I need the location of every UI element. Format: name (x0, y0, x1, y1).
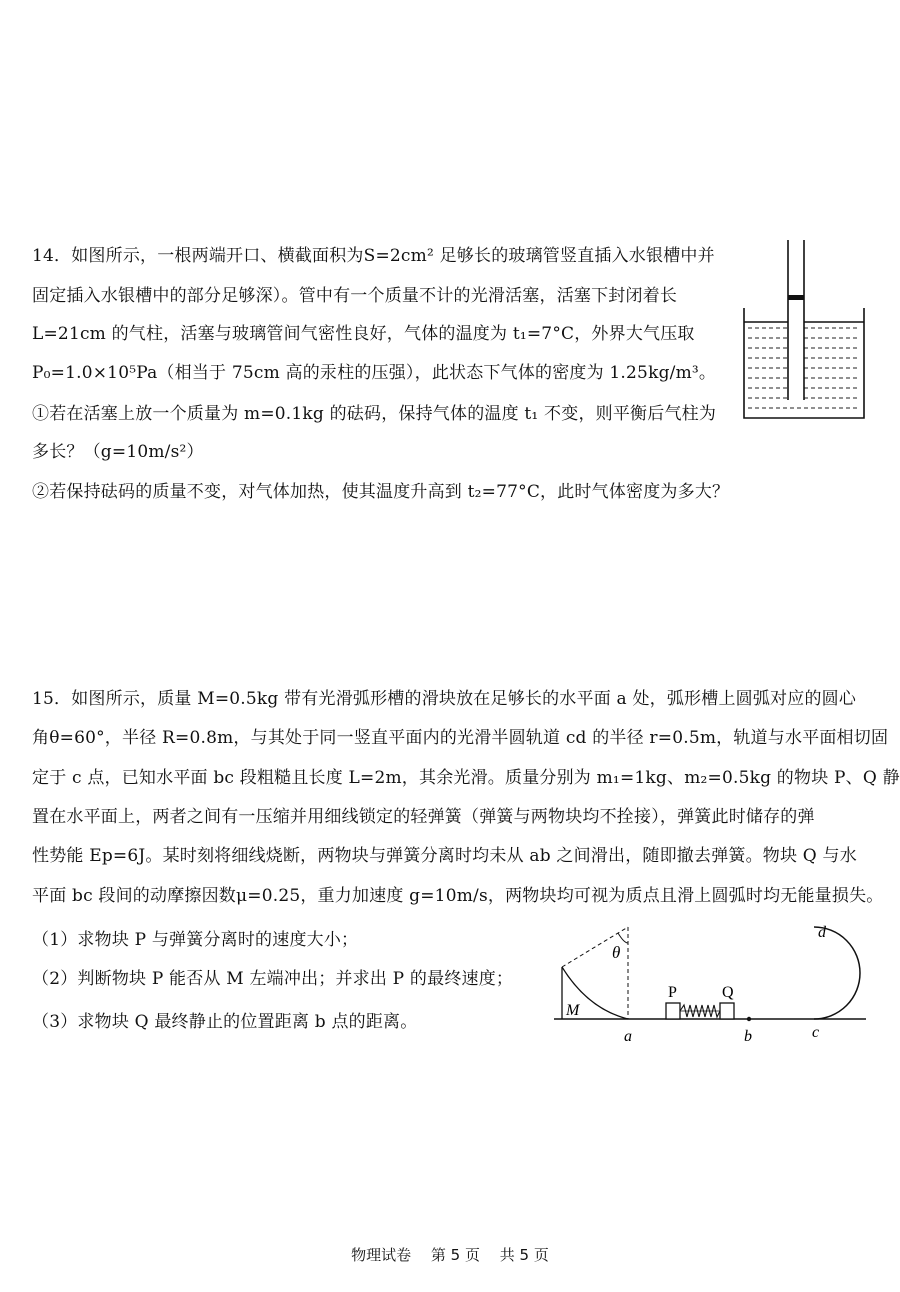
q14-line-3: L=21cm 的气柱，活塞与玻璃管间气密性良好，气体的温度为 t₁=7°C，外界大气压取 (32, 324, 695, 344)
block-Q (720, 1003, 734, 1019)
q14-line-7: ②若保持砝码的质量不变，对气体加热，使其温度升高到 t₂=77°C，此时气体密度为多大？ (32, 482, 730, 502)
label-d: d (818, 924, 826, 941)
piston (788, 295, 804, 300)
q15-subquestion-1: （1）求物块 P 与弹簧分离时的速度大小； (32, 930, 359, 950)
q15-line-2: 角θ=60°，半径 R=0.8m，与其处于同一竖直平面内的光滑半圆轨道 cd 的半径 r=0.5m，轨道与水平面相切固 (32, 728, 889, 748)
block-P (666, 1003, 680, 1019)
point-b (747, 1017, 751, 1021)
label-M: M (566, 1002, 580, 1019)
q15-line-1: 15．如图所示，质量 M=0.5kg 带有光滑弧形槽的滑块放在足够长的水平面 a 处，弧形槽上圆弧对应的圆心 (32, 689, 857, 709)
q14-tube-trough-figure (740, 238, 868, 420)
q15-line-4: 置在水平面上，两者之间有一压缩并用细线锁定的轻弹簧（弹簧与两物块均不拴接），弹簧此时储存的弹 (32, 807, 815, 827)
label-theta: θ (612, 943, 621, 962)
q14-line-6: 多长？（g=10m/s²） (32, 442, 204, 462)
label-Q: Q (722, 984, 734, 1001)
label-P: P (668, 984, 677, 1001)
label-b: b (744, 1028, 752, 1045)
q15-line-5: 性势能 Ep=6J。某时刻将细线烧断，两物块与弹簧分离时均未从 ab 之间滑出，随即撤去弹簧。物块 Q 与水 (32, 846, 857, 866)
tube-inner (788, 240, 804, 400)
q15-subquestion-2: （2）判断物块 P 能否从 M 左端冲出；并求出 P 的最终速度； (32, 969, 514, 989)
q14-line-5: ①若在活塞上放一个质量为 m=0.1kg 的砝码，保持气体的温度 t₁ 不变，则平衡后气柱为 (32, 404, 717, 424)
page-footer: 物理试卷 第 5 页 共 5 页 (351, 1246, 549, 1264)
label-c: c (812, 1024, 820, 1041)
q15-subquestion-3: （3）求物块 Q 最终静止的位置距离 b 点的距离。 (32, 1012, 418, 1032)
label-a: a (624, 1028, 632, 1045)
q15-line-3: 定于 c 点，已知水平面 bc 段粗糙且长度 L=2m，其余光滑。质量分别为 m₁=1kg、m₂=0.5kg 的物块 P、Q 静 (32, 768, 900, 788)
theta-arc (618, 933, 628, 943)
q15-track-figure (548, 915, 884, 1050)
q15-line-6: 平面 bc 段间的动摩擦因数μ=0.25，重力加速度 g=10m/s，两物块均可视为质点且滑上圆弧时均无能量损失。 (32, 886, 884, 906)
q14-line-4: P₀=1.0×10⁵Pa（相当于 75cm 高的汞柱的压强），此状态下气体的密度为 1.25kg/m³。 (32, 363, 717, 383)
q14-line-2: 固定插入水银槽中的部分足够深）。管中有一个质量不计的光滑活塞，活塞下封闭着长 (32, 286, 678, 306)
q14-line-1: 14．如图所示，一根两端开口、横截面积为S=2cm² 足够长的玻璃管竖直插入水银槽中并 (32, 246, 715, 266)
